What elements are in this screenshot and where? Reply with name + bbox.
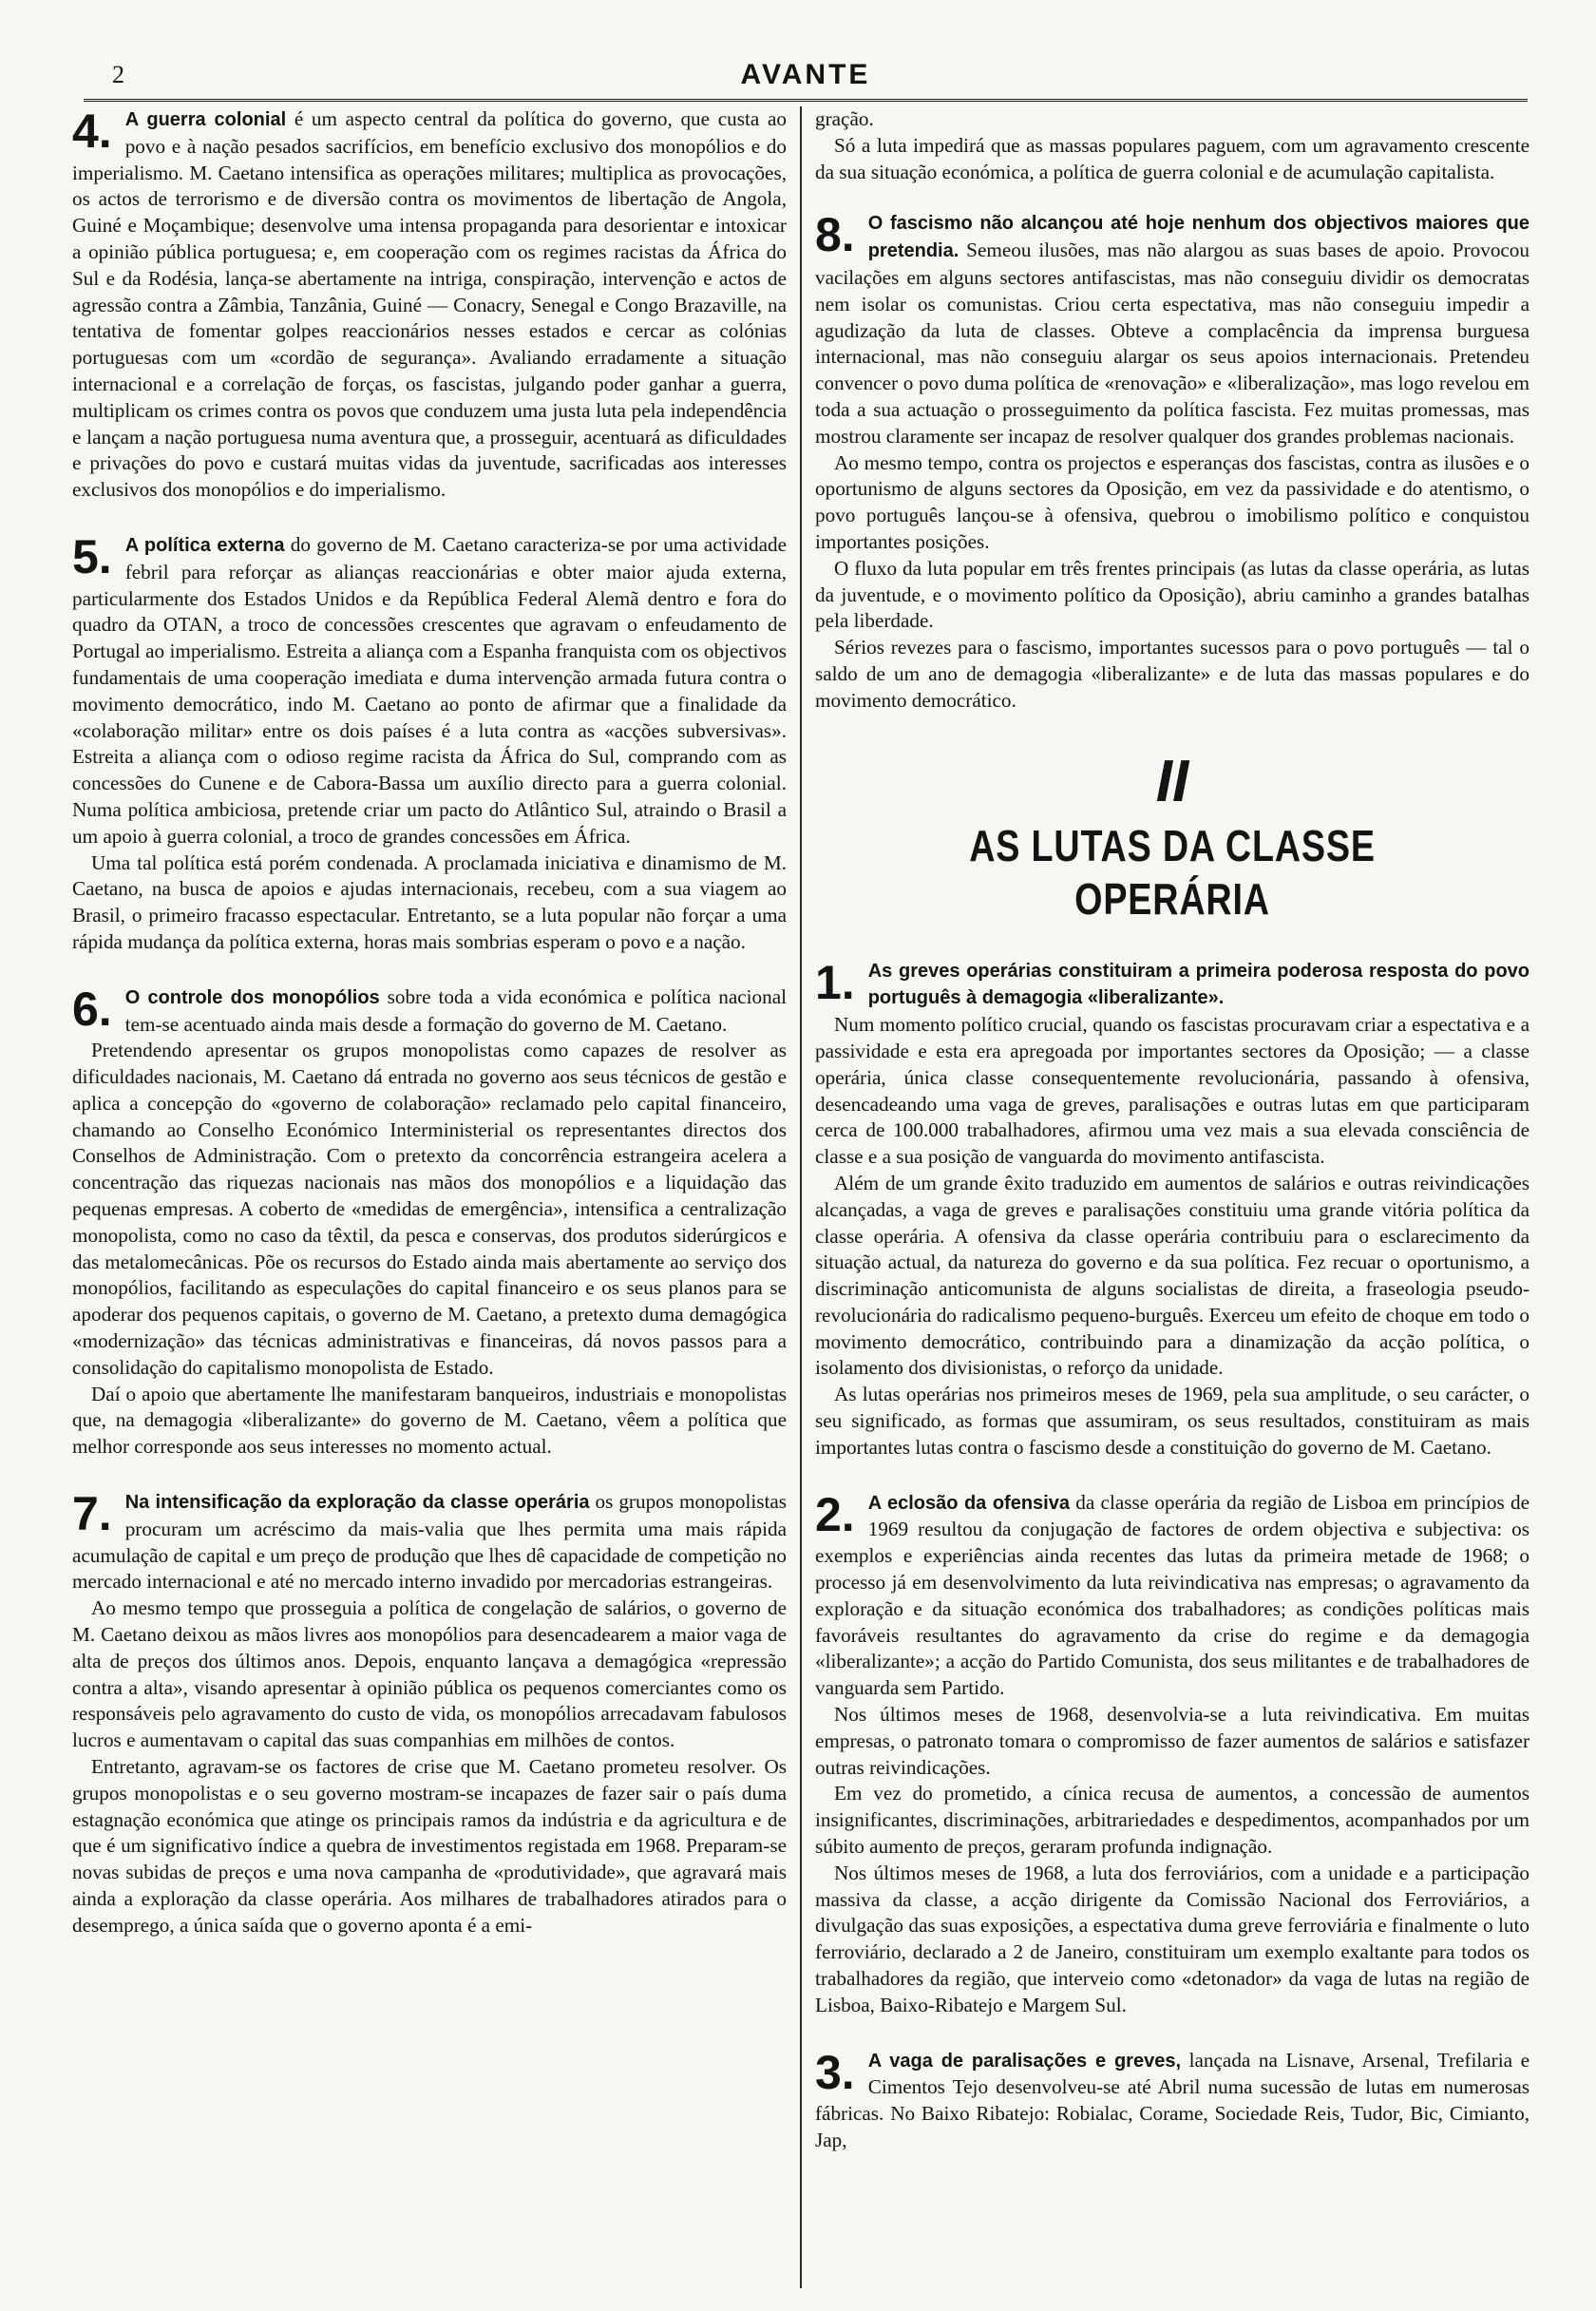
section-lead-text — [815, 955, 1530, 1013]
chapter-number: II — [1155, 748, 1189, 814]
section-6 — [72, 984, 787, 1461]
chapter-title: AS LUTAS DA CLASSE OPERÁRIA — [969, 820, 1376, 924]
section-lead: A vaga de paralisações e greves, — [867, 2050, 1182, 2072]
left-column — [72, 106, 787, 2288]
section-number: 4. — [72, 106, 112, 158]
section-lead: A eclosão da ofensiva — [867, 1492, 1070, 1514]
paragraph: Sérios revezes para o fascismo, importantes sucessos para o povo português — tal o saldo de um ano de demagogia «liberalizante» e de luta das massas populares e do movimento democrático. — [815, 636, 1530, 712]
section-number: 7. — [72, 1487, 112, 1541]
right-column — [815, 106, 1530, 2288]
continued-text — [815, 106, 1530, 185]
paragraph: As lutas operárias nos primeiros meses de 1969, pela sua amplitude, o seu carácter, o seu significado, as formas que assumiram, os seus resultados, constituiram as mais importantes lutas contra o fascismo desde a constituição do governo de M. Caetano. — [815, 1383, 1530, 1459]
section-6-text — [72, 984, 787, 1039]
section-lead: O controle dos monopólios — [124, 986, 380, 1008]
section-8 — [815, 210, 1530, 714]
paragraph: Nos últimos meses de 1968, desenvolvia-se a luta reivindicativa. Em muitas empresas, o patronato tomara o compromisso de fazer aumentos de salários e satisfazer outras reivindicações. — [815, 1703, 1530, 1779]
section-number: 1. — [815, 955, 855, 1009]
paragraph: Além de um grande êxito traduzido em aumentos de salários e outras reivindicações alcançadas, a vaga de greves e paralisações constituiu uma grande vitória política da classe operária. A ofensiva da classe operária contribuiu para o esclarecimento da situação actual, da natureza do governo e da sua política. Fez recuar o oportunismo, a discriminação anticomunista de alguns socialistas de direita, a fraseologia pseudo-revolucionária do radicalismo pequeno-burguês. Exerceu um efeito de choque em todo o movimento democrático, contribuindo para a dinamização da acção política, o isolamento dos divisionistas, o reforço da unidade. — [815, 1171, 1530, 1380]
section-lead: A guerra colonial — [124, 109, 287, 130]
section-body: é um aspecto central da política do governo, que custa ao povo e à nação pesados sacrifícios, em benefício exclusivo dos monopólios e do imperialismo. M. Caetano intensifica as operações militares; multiplica as provocações, os actos de terrorismo e de diversão contra os movimentos de libertação de Angola, Guiné e Moçambique; desenvolve uma intensa propaganda para desorientar e intoxicar a opinião pública portuguesa; e, em cooperação com os regimes racistas da África do Sul e da Rodésia, lança-se abertamente na intriga, conspiração, intervenção e actos de agressão contra a Zâmbia, Tanzânia, Guiné — Conacry, Senegal e Congo Brazaville, na tentativa de fomentar golpes reaccionários nesses estados e cercar as colónias portuguesas com um «cordão de segurança». Avaliando erradamente a situação internacional e a correlação de forças, os fascistas, julgando poder ganhar a guerra, multiplicam os crimes contra os povos que conduzem uma justa luta pela independência e lançam a nação portuguesa numa aventura que, a prosseguir, acentuará as dificuldades e privações do povo e custará muitas vidas da juventude, sacrificadas aos interesses exclusivos dos monopólios e do imperialismo. — [72, 107, 787, 502]
section-number: 8. — [815, 208, 855, 262]
page-number: 2 — [112, 61, 124, 88]
column-divider — [800, 106, 802, 2288]
chapter-section-2 — [815, 1487, 1530, 2019]
paragraph: Nos últimos meses de 1968, a luta dos ferroviários, com a unidade e a participação massiva da classe, a acção dirigente da Comissão Nacional dos Ferroviários, a divulgação das suas exposições, a espectativa duma greve ferroviária e finalmente o luto ferroviário, declarado a 2 de Janeiro, constituiram um exemplo exaltante para todos os trabalhadores da região, que interveio como «detonador» da vaga de lutas na região de Lisboa, Baixo-Ribatejo e Margem Sul. — [815, 1861, 1530, 2016]
section-4 — [72, 106, 787, 504]
section-body: sobre toda a vida económica e política nacional tem-se acentuado ainda mais desde a formação do governo de M. Caetano. — [124, 984, 787, 1036]
chapter-section-1 — [815, 955, 1530, 1461]
section-2-text — [815, 1487, 1530, 1702]
page-header — [84, 57, 1528, 102]
section-body: do governo de M. Caetano caracteriza-se por uma actividade febril para reforçar as alianças reaccionárias e obter maior ajuda externa, particularmente dos Estados Unidos e da República Federal Alemã dentro e fora do quadro da OTAN, a troco de concessões crescentes que agravam o enfeudamento de Portugal ao imperialismo. Estreita a aliança com a Espanha franquista com os objectivos fundamentais de uma cooperação imediata e duma intervenção armada futura contra o movimento democrático, indo M. Caetano ao ponto de afirmar que a finalidade da «colaboração militar» entre os dois países é a luta contra as «acções subversivas». Estreita a aliança com o odioso regime racista da África do Sul, comprando com as concessões do Cunene e de Cabora-Bassa um auxílio directo para a guerra colonial. Numa política ambiciosa, pretende criar um pacto do Atlântico Sul, atraindo o Brasil a um apoio à guerra colonial, a troco de grandes concessões em África. — [72, 532, 787, 848]
section-lead: Na intensificação da exploração da classe operária — [124, 1492, 590, 1514]
section-number: 3. — [815, 2045, 855, 2099]
section-lead: O fascismo não alcançou até hoje nenhum dos objectivos maiores que pretendia. — [867, 213, 1530, 262]
newspaper-title: AVANTE — [740, 59, 871, 90]
paragraph: Num momento político crucial, quando os fascistas procuravam criar a espectativa e a passividade e esta era apregoada por importantes sectores da Oposição; — a classe operária, única classe consequentemente revolucionária, passando à ofensiva, desencadeando uma vaga de greves, paralisações e outras lutas em que participaram cerca de 100.000 trabalhadores, afirmou uma vez mais a sua elevada consciência de classe e a sua posição de vanguarda do movimento antifascista. — [815, 1013, 1530, 1169]
section-body: lançada na Lisnave, Arsenal, Trefilaria e Cimentos Tejo desenvolveu-se até Abril numa sucessão de lutas em numerosas fábricas. No Baixo Ribatejo: Robialac, Corame, Sociedade Reis, Tudor, Bic, Cimianto, Jap, — [815, 2048, 1530, 2151]
section-body: da classe operária da região de Lisboa em princípios de 1969 resultou da conjugação de factores de ordem objectiva e subjectiva: os exemplos e experiências ainda recentes das lutas da primeira metade de 1968; o processo já em desenvolvimento da luta reivindicativa nas empresas; o agravamento da exploração e da situação económica dos trabalhadores; as condições políticas mais favoráveis resultantes do agravamento da crise do regime e da demagogia «liberalizante»; a acção do Partido Comunista, dos seus militantes e de trabalhadores de vanguarda sem Partido. — [815, 1490, 1530, 1700]
paragraph: Pretendendo apresentar os grupos monopolistas como capazes de resolver as dificuldades nacionais, M. Caetano dá entrada no governo aos seus técnicos de gestão e aplica a concepção do «governo de colaboração» reclamado pelo capital financeiro, chamando ao Conselho Económico Interministerial os representantes directos dos Conselhos de Administração. Com o pretexto da concorrência estrangeira acelera a concentração das riquezas nacionais nas mãos dos monopólios e a liquidação das pequenas empresas. A coberto de «medidas de emergência», intensifica a centralização monopolista, como no caso da têxtil, da pesca e conservas, dos produtos siderúrgicos e das metalomecânicas. Põe os recursos do Estado ainda mais abertamente ao serviço dos monopólios, facilitando as especulações do capital financeiro e os seus planos para se apoderar dos pequenos capitais, o governo de M. Caetano, a pretexto duma demagógica «modernização» das técnicas administrativas e financeiras, dá novos passos para a consolidação do capitalismo monopolista de Estado. — [72, 1039, 787, 1379]
section-body: Semeou ilusões, mas não alargou as suas bases de apoio. Provocou vacilações em alguns sectores antifascistas, mas não conseguiu dividir os democratas nem isolar os comunistas. Criou certa espectativa, mas não conseguiu impedir a agudização da luta de classes. Obteve a complacência da imprensa burguesa internacional, mas não conseguiu alargar os seus apoios internacionais. Pretendeu convencer o povo duma política de «renovação» e «liberalização», mas logo revelou em toda a sua actuação o prosseguimento da política fascista. Fez muitas promessas, mas mostrou claramente ser incapaz de resolver qualquer dos grandes problemas nacionais. — [815, 239, 1530, 448]
section-body: os grupos monopolistas procuram um acréscimo da mais-valia que lhes permita uma mais rápida acumulação de capital e um preço de produção que lhes dê capacidade de competição no mercado internacional e até no mercado interno invadido por mercadorias estrangeiras. — [72, 1490, 787, 1594]
paragraph: Em vez do prometido, a cínica recusa de aumentos, a concessão de aumentos insignificantes, discriminações, arbitrariedades e despedimentos, acompanhados por um súbito aumento de preços, geraram profunda indignação. — [815, 1782, 1530, 1859]
section-5 — [72, 529, 787, 956]
section-lead: As greves operárias constituiram a primeira poderosa resposta do povo português à demagogia «liberalizante». — [867, 960, 1530, 1009]
section-8-text — [815, 210, 1530, 449]
paragraph: Entretanto, agravam-se os factores de crise que M. Caetano prometeu resolver. Os grupos monopolistas e o seu governo mostram-se incapazes de fazer sair o país duma estagnação económica que atinge os principais ramos da indústria e da agricultura e de que é um significativo índice a quebra de investimentos registada em 1968. Preparam-se novas subidas de preços e uma nova campanha de «produtividade», que agravará mais ainda a exploração da classe operária. Aos milhares de trabalhadores atirados para o desemprego, a única saída que o governo aponta é a emi- — [72, 1755, 787, 1937]
section-number: 6. — [72, 982, 112, 1036]
section-3-text — [815, 2045, 1530, 2154]
section-number: 2. — [815, 1487, 855, 1541]
section-7 — [72, 1489, 787, 1939]
section-5-text — [72, 529, 787, 850]
section-number: 5. — [72, 529, 112, 583]
section-7-text — [72, 1489, 787, 1595]
section-lead: A política externa — [124, 534, 285, 556]
paragraph: gração. — [815, 107, 874, 130]
section-4-text — [72, 106, 787, 504]
paragraph: Ao mesmo tempo, contra os projectos e esperanças dos fascistas, contra as ilusões e o oportunismo de alguns sectores da Oposição, em vez da passividade e do atentismo, o povo português lançou-se à ofensiva, quebrou o imobilismo político e conquistou importantes posições. — [815, 450, 1530, 553]
paragraph: O fluxo da luta popular em três frentes principais (as lutas da classe operária, as lutas da juventude, e o movimento político da Oposição), abriu caminho a grandes batalhas pela liberdade. — [815, 556, 1530, 633]
paragraph: Só a luta impedirá que as massas populares paguem, com um agravamento crescente da sua situação económica, a política de guerra colonial e de acumulação capitalista. — [815, 133, 1530, 183]
paragraph: Ao mesmo tempo que prosseguia a política de congelação de salários, o governo de M. Caetano deixou as mãos livres aos monopólios para desencadearem a maior vaga de alta de preços dos últimos anos. Depois, enquanto lançava a demagógica «repressão contra a alta», visando apresentar à opinião pública os pequenos comerciantes como os responsáveis pelo agravamento do custo de vida, os monopólios arrecadavam fabulosos lucros e aumentavam o capital das suas companhias em milhões de contos. — [72, 1596, 787, 1752]
paragraph: Uma tal política está porém condenada. A proclamada iniciativa e dinamismo de M. Caetano, na busca de apoios e ajudas internacionais, recebeu, com a sua viagem ao Brasil, o primeiro fracasso espectacular. Entretanto, se a luta popular não forçar a uma rápida mudança da política externa, horas mais sombrias esperam o povo e a nação. — [72, 850, 787, 953]
chapter-section-3 — [815, 2045, 1530, 2154]
paragraph: Daí o apoio que abertamente lhe manifestaram banqueiros, industriais e monopolistas que, na demagogia «liberalizante» do governo de M. Caetano, vêem a política que melhor corresponde aos seus interesses no momento actual. — [72, 1382, 787, 1459]
